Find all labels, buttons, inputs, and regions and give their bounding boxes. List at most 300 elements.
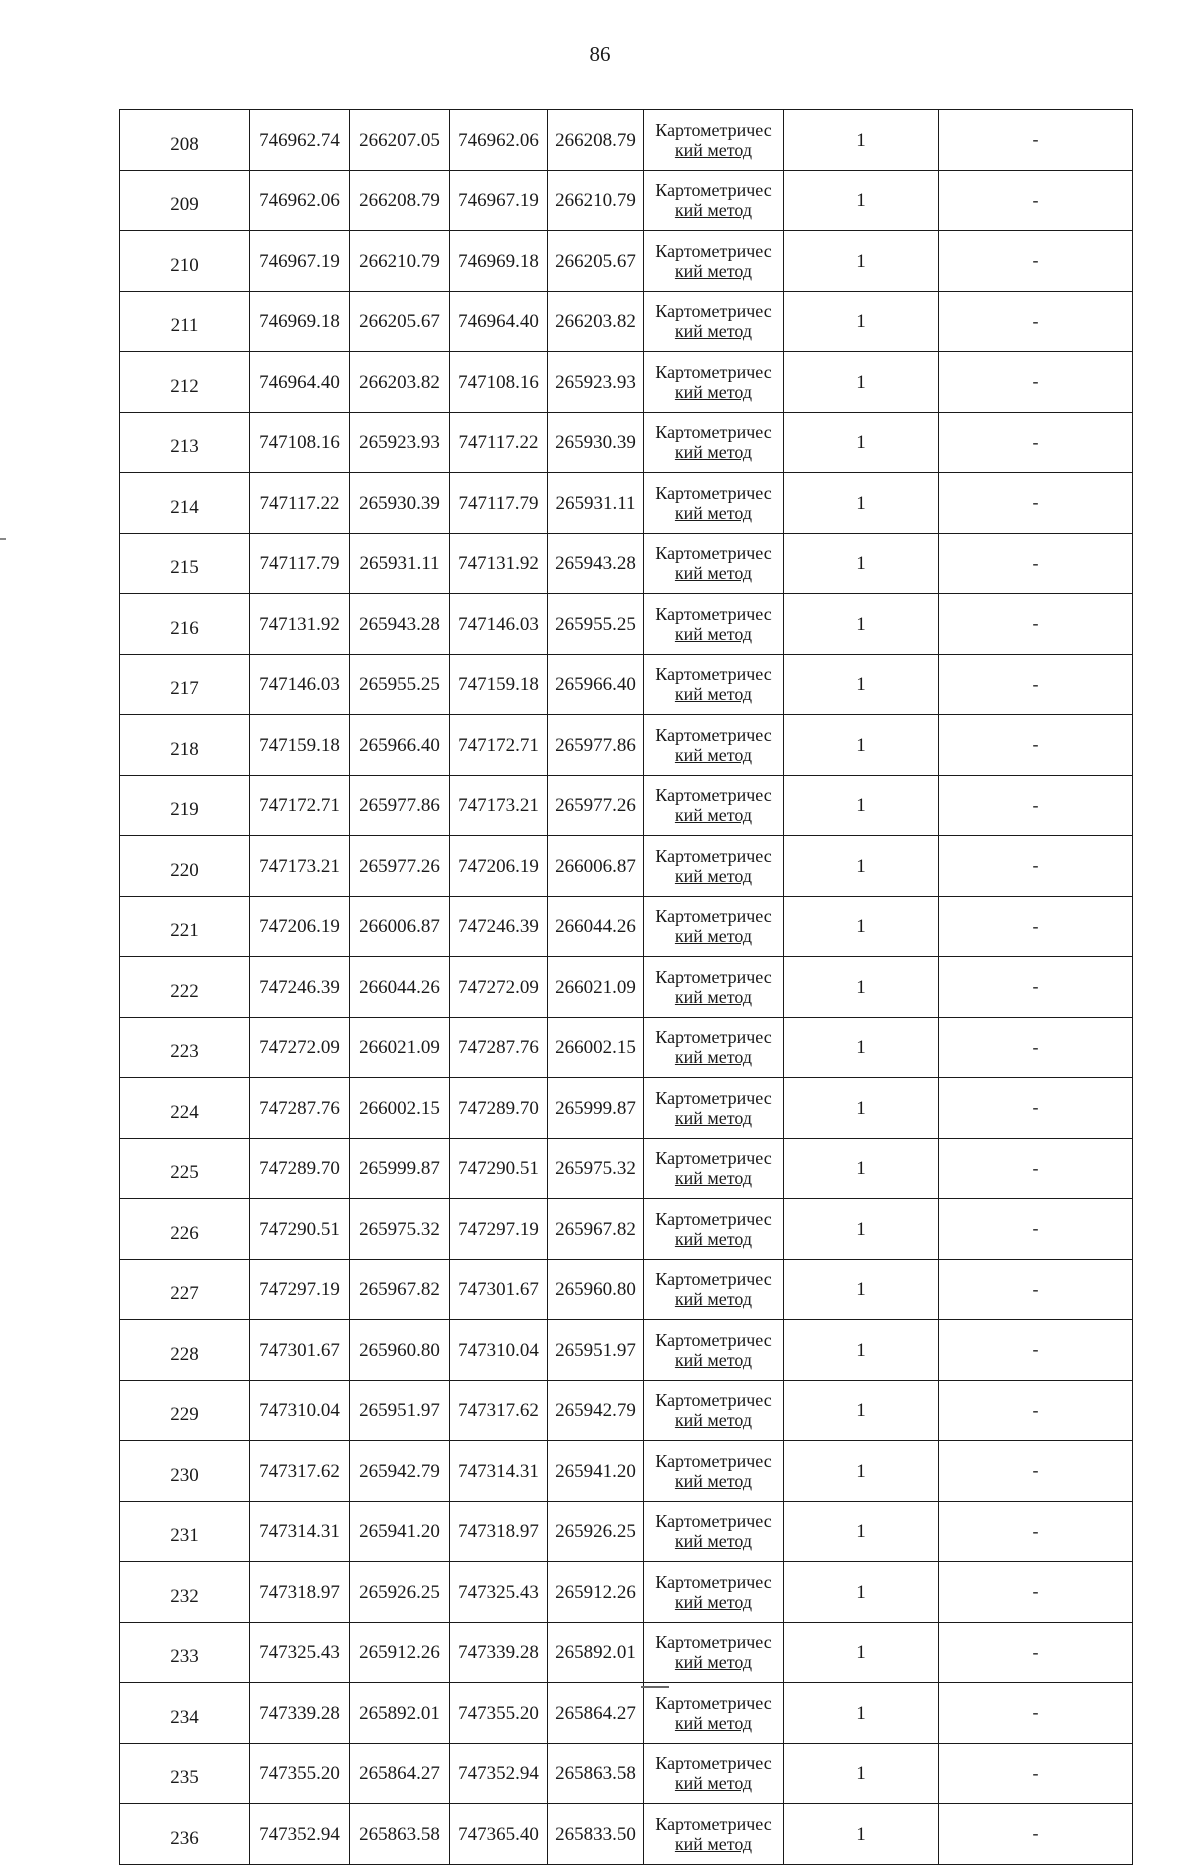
x-start-cell: 747108.16 <box>250 412 350 473</box>
y-start-cell: 266002.15 <box>350 1078 450 1139</box>
point-number-cell: 236 <box>120 1804 250 1865</box>
point-number-cell: 235 <box>120 1743 250 1804</box>
y-end-cell: 265942.79 <box>548 1380 644 1441</box>
method-line-1: Картометричес <box>655 785 772 806</box>
table-row <box>120 1320 1133 1381</box>
method-cell <box>644 957 784 1018</box>
y-end-cell: 266208.79 <box>548 110 644 171</box>
y-end-cell: 265943.28 <box>548 533 644 594</box>
table-row <box>120 1622 1133 1683</box>
method-line-2: кий метод <box>674 865 753 886</box>
method-line-1: Картометричес <box>655 1208 772 1229</box>
method-line-2: кий метод <box>674 321 753 342</box>
method-line-1: Картометричес <box>655 301 772 322</box>
method-line-1: Картометричес <box>655 240 772 261</box>
y-start-cell: 265999.87 <box>350 1138 450 1199</box>
x-start-cell: 746969.18 <box>250 291 350 352</box>
y-start-cell: 265864.27 <box>350 1743 450 1804</box>
y-start-cell: 266208.79 <box>350 170 450 231</box>
method-line-2: кий метод <box>674 1410 753 1431</box>
method-line-1: Картометричес <box>655 1027 772 1048</box>
x-start-cell: 747318.97 <box>250 1562 350 1623</box>
table-row <box>120 594 1133 655</box>
x-end-cell: 747314.31 <box>450 1441 548 1502</box>
method-line-2: кий метод <box>674 1107 753 1128</box>
scan-mark <box>0 538 6 540</box>
accuracy-cell: 1 <box>784 1501 939 1562</box>
point-number-cell: 215 <box>120 533 250 594</box>
method-line-2: кий метод <box>674 1712 753 1733</box>
note-cell: - <box>939 231 1133 292</box>
table-row <box>120 1683 1133 1744</box>
method-cell <box>644 1380 784 1441</box>
accuracy-cell: 1 <box>784 1683 939 1744</box>
y-end-cell: 265975.32 <box>548 1138 644 1199</box>
x-end-cell: 747365.40 <box>450 1804 548 1865</box>
x-start-cell: 746962.06 <box>250 170 350 231</box>
table-row <box>120 654 1133 715</box>
method-cell <box>644 1320 784 1381</box>
note-cell: - <box>939 1320 1133 1381</box>
table-row <box>120 1199 1133 1260</box>
x-start-cell: 747290.51 <box>250 1199 350 1260</box>
point-number-cell: 231 <box>120 1501 250 1562</box>
method-line-2: кий метод <box>674 200 753 221</box>
point-number-cell: 211 <box>120 291 250 352</box>
x-start-cell: 747173.21 <box>250 836 350 897</box>
y-start-cell: 265923.93 <box>350 412 450 473</box>
method-line-1: Картометричес <box>655 543 772 564</box>
table-row <box>120 1562 1133 1623</box>
method-line-1: Картометричес <box>655 1753 772 1774</box>
x-start-cell: 746962.74 <box>250 110 350 171</box>
y-start-cell: 265975.32 <box>350 1199 450 1260</box>
y-end-cell: 265951.97 <box>548 1320 644 1381</box>
x-end-cell: 747172.71 <box>450 715 548 776</box>
y-end-cell: 265892.01 <box>548 1622 644 1683</box>
method-line-1: Картометричес <box>655 180 772 201</box>
method-cell <box>644 1441 784 1502</box>
x-end-cell: 747173.21 <box>450 775 548 836</box>
table-row <box>120 1441 1133 1502</box>
x-start-cell: 747206.19 <box>250 896 350 957</box>
table-row <box>120 110 1133 171</box>
accuracy-cell: 1 <box>784 1320 939 1381</box>
note-cell: - <box>939 594 1133 655</box>
x-start-cell: 747301.67 <box>250 1320 350 1381</box>
point-number-cell: 223 <box>120 1017 250 1078</box>
x-end-cell: 747117.22 <box>450 412 548 473</box>
scan-mark-bottom <box>641 1686 669 1688</box>
method-cell <box>644 291 784 352</box>
method-line-2: кий метод <box>674 381 753 402</box>
accuracy-cell: 1 <box>784 1562 939 1623</box>
x-start-cell: 747117.22 <box>250 473 350 534</box>
method-cell <box>644 1259 784 1320</box>
table-row <box>120 836 1133 897</box>
x-start-cell: 747297.19 <box>250 1259 350 1320</box>
method-cell <box>644 1078 784 1139</box>
note-cell: - <box>939 1138 1133 1199</box>
table-row <box>120 291 1133 352</box>
note-cell: - <box>939 533 1133 594</box>
method-line-2: кий метод <box>674 1470 753 1491</box>
point-number-cell: 224 <box>120 1078 250 1139</box>
x-start-cell: 747289.70 <box>250 1138 350 1199</box>
y-start-cell: 266207.05 <box>350 110 450 171</box>
table-row <box>120 231 1133 292</box>
x-end-cell: 747131.92 <box>450 533 548 594</box>
x-end-cell: 747146.03 <box>450 594 548 655</box>
x-start-cell: 747246.39 <box>250 957 350 1018</box>
method-cell <box>644 654 784 715</box>
point-number-cell: 222 <box>120 957 250 1018</box>
note-cell: - <box>939 1501 1133 1562</box>
point-number-cell: 212 <box>120 352 250 413</box>
y-end-cell: 265931.11 <box>548 473 644 534</box>
y-end-cell: 265864.27 <box>548 1683 644 1744</box>
method-cell <box>644 473 784 534</box>
x-end-cell: 747289.70 <box>450 1078 548 1139</box>
method-line-1: Картометричес <box>655 1329 772 1350</box>
table-row <box>120 775 1133 836</box>
accuracy-cell: 1 <box>784 231 939 292</box>
table-row <box>120 352 1133 413</box>
note-cell: - <box>939 412 1133 473</box>
note-cell: - <box>939 291 1133 352</box>
accuracy-cell: 1 <box>784 110 939 171</box>
method-line-2: кий метод <box>674 1349 753 1370</box>
y-end-cell: 265999.87 <box>548 1078 644 1139</box>
method-line-1: Картометричес <box>655 1632 772 1653</box>
method-line-2: кий метод <box>674 1289 753 1310</box>
y-end-cell: 266210.79 <box>548 170 644 231</box>
x-start-cell: 747159.18 <box>250 715 350 776</box>
method-line-2: кий метод <box>674 260 753 281</box>
method-line-1: Картометричес <box>655 361 772 382</box>
point-number-cell: 233 <box>120 1622 250 1683</box>
x-start-cell: 746964.40 <box>250 352 350 413</box>
accuracy-cell: 1 <box>784 775 939 836</box>
y-end-cell: 265926.25 <box>548 1501 644 1562</box>
x-end-cell: 747325.43 <box>450 1562 548 1623</box>
method-line-1: Картометричес <box>655 664 772 685</box>
y-start-cell: 266006.87 <box>350 896 450 957</box>
method-cell <box>644 1501 784 1562</box>
method-cell <box>644 715 784 776</box>
y-end-cell: 265955.25 <box>548 594 644 655</box>
x-start-cell: 747355.20 <box>250 1743 350 1804</box>
accuracy-cell: 1 <box>784 352 939 413</box>
y-start-cell: 266210.79 <box>350 231 450 292</box>
table-row <box>120 957 1133 1018</box>
table-row <box>120 1017 1133 1078</box>
note-cell: - <box>939 1743 1133 1804</box>
point-number-cell: 230 <box>120 1441 250 1502</box>
note-cell: - <box>939 775 1133 836</box>
method-line-2: кий метод <box>674 684 753 705</box>
y-start-cell: 266021.09 <box>350 1017 450 1078</box>
method-line-1: Картометричес <box>655 906 772 927</box>
method-cell <box>644 1017 784 1078</box>
x-end-cell: 747108.16 <box>450 352 548 413</box>
accuracy-cell: 1 <box>784 1259 939 1320</box>
note-cell: - <box>939 1199 1133 1260</box>
x-start-cell: 747272.09 <box>250 1017 350 1078</box>
method-line-1: Картометричес <box>655 1087 772 1108</box>
x-end-cell: 747272.09 <box>450 957 548 1018</box>
y-end-cell: 265967.82 <box>548 1199 644 1260</box>
note-cell: - <box>939 1259 1133 1320</box>
method-line-1: Картометричес <box>655 845 772 866</box>
accuracy-cell: 1 <box>784 1622 939 1683</box>
method-cell <box>644 412 784 473</box>
table-row <box>120 1743 1133 1804</box>
table-row <box>120 1259 1133 1320</box>
y-start-cell: 265942.79 <box>350 1441 450 1502</box>
accuracy-cell: 1 <box>784 473 939 534</box>
point-number-cell: 229 <box>120 1380 250 1441</box>
table-row <box>120 1078 1133 1139</box>
method-line-1: Картометричес <box>655 1450 772 1471</box>
method-line-2: кий метод <box>674 623 753 644</box>
y-start-cell: 266044.26 <box>350 957 450 1018</box>
x-end-cell: 747297.19 <box>450 1199 548 1260</box>
y-start-cell: 265892.01 <box>350 1683 450 1744</box>
method-line-2: кий метод <box>674 1591 753 1612</box>
point-number-cell: 226 <box>120 1199 250 1260</box>
note-cell: - <box>939 1683 1133 1744</box>
y-start-cell: 265941.20 <box>350 1501 450 1562</box>
point-number-cell: 228 <box>120 1320 250 1381</box>
method-line-2: кий метод <box>674 986 753 1007</box>
note-cell: - <box>939 1017 1133 1078</box>
accuracy-cell: 1 <box>784 291 939 352</box>
point-number-cell: 216 <box>120 594 250 655</box>
accuracy-cell: 1 <box>784 1078 939 1139</box>
method-line-2: кий метод <box>674 139 753 160</box>
x-end-cell: 747117.79 <box>450 473 548 534</box>
point-number-cell: 221 <box>120 896 250 957</box>
method-line-2: кий метод <box>674 1652 753 1673</box>
note-cell: - <box>939 654 1133 715</box>
x-start-cell: 747287.76 <box>250 1078 350 1139</box>
y-end-cell: 265977.86 <box>548 715 644 776</box>
table-row <box>120 1804 1133 1865</box>
x-end-cell: 747206.19 <box>450 836 548 897</box>
note-cell: - <box>939 896 1133 957</box>
method-line-2: кий метод <box>674 442 753 463</box>
coordinates-table <box>119 109 1133 1865</box>
note-cell: - <box>939 1078 1133 1139</box>
method-line-1: Картометричес <box>655 1148 772 1169</box>
table-row <box>120 533 1133 594</box>
y-end-cell: 266002.15 <box>548 1017 644 1078</box>
method-cell <box>644 1138 784 1199</box>
accuracy-cell: 1 <box>784 1804 939 1865</box>
accuracy-cell: 1 <box>784 1199 939 1260</box>
y-start-cell: 265926.25 <box>350 1562 450 1623</box>
x-start-cell: 747314.31 <box>250 1501 350 1562</box>
x-start-cell: 747352.94 <box>250 1804 350 1865</box>
x-end-cell: 747290.51 <box>450 1138 548 1199</box>
x-end-cell: 747318.97 <box>450 1501 548 1562</box>
point-number-cell: 209 <box>120 170 250 231</box>
coordinates-table-wrapper <box>119 109 1132 1865</box>
x-end-cell: 747301.67 <box>450 1259 548 1320</box>
method-cell <box>644 896 784 957</box>
x-start-cell: 746967.19 <box>250 231 350 292</box>
accuracy-cell: 1 <box>784 715 939 776</box>
point-number-cell: 227 <box>120 1259 250 1320</box>
accuracy-cell: 1 <box>784 654 939 715</box>
x-end-cell: 746962.06 <box>450 110 548 171</box>
method-line-2: кий метод <box>674 1773 753 1794</box>
method-line-1: Картометричес <box>655 482 772 503</box>
method-cell <box>644 1743 784 1804</box>
method-cell <box>644 1199 784 1260</box>
table-body <box>120 110 1133 1865</box>
y-end-cell: 265912.26 <box>548 1562 644 1623</box>
x-end-cell: 747159.18 <box>450 654 548 715</box>
x-end-cell: 747310.04 <box>450 1320 548 1381</box>
method-cell <box>644 775 784 836</box>
point-number-cell: 218 <box>120 715 250 776</box>
y-end-cell: 266006.87 <box>548 836 644 897</box>
page-number: 86 <box>589 42 611 66</box>
method-cell <box>644 352 784 413</box>
y-end-cell: 266203.82 <box>548 291 644 352</box>
point-number-cell: 220 <box>120 836 250 897</box>
y-start-cell: 265977.86 <box>350 775 450 836</box>
method-line-1: Картометричес <box>655 724 772 745</box>
point-number-cell: 213 <box>120 412 250 473</box>
x-end-cell: 746964.40 <box>450 291 548 352</box>
accuracy-cell: 1 <box>784 957 939 1018</box>
x-end-cell: 747339.28 <box>450 1622 548 1683</box>
method-cell <box>644 836 784 897</box>
table-row <box>120 170 1133 231</box>
method-line-2: кий метод <box>674 563 753 584</box>
y-start-cell: 265912.26 <box>350 1622 450 1683</box>
method-cell <box>644 533 784 594</box>
y-end-cell: 265930.39 <box>548 412 644 473</box>
accuracy-cell: 1 <box>784 1380 939 1441</box>
table-row <box>120 1138 1133 1199</box>
note-cell: - <box>939 1441 1133 1502</box>
x-start-cell: 747131.92 <box>250 594 350 655</box>
method-line-1: Картометричес <box>655 1571 772 1592</box>
table-row <box>120 1380 1133 1441</box>
y-end-cell: 265941.20 <box>548 1441 644 1502</box>
note-cell: - <box>939 957 1133 1018</box>
note-cell: - <box>939 110 1133 171</box>
y-end-cell: 266044.26 <box>548 896 644 957</box>
method-line-1: Картометричес <box>655 1511 772 1532</box>
method-line-2: кий метод <box>674 1228 753 1249</box>
method-line-2: кий метод <box>674 502 753 523</box>
accuracy-cell: 1 <box>784 896 939 957</box>
x-end-cell: 746967.19 <box>450 170 548 231</box>
method-line-1: Картометричес <box>655 1813 772 1834</box>
y-end-cell: 265923.93 <box>548 352 644 413</box>
note-cell: - <box>939 836 1133 897</box>
x-end-cell: 747355.20 <box>450 1683 548 1744</box>
note-cell: - <box>939 170 1133 231</box>
x-start-cell: 747317.62 <box>250 1441 350 1502</box>
note-cell: - <box>939 352 1133 413</box>
y-end-cell: 265863.58 <box>548 1743 644 1804</box>
table-row <box>120 473 1133 534</box>
x-end-cell: 747352.94 <box>450 1743 548 1804</box>
table-row <box>120 896 1133 957</box>
x-end-cell: 747317.62 <box>450 1380 548 1441</box>
method-cell <box>644 170 784 231</box>
point-number-cell: 225 <box>120 1138 250 1199</box>
method-line-1: Картометричес <box>655 119 772 140</box>
y-start-cell: 265977.26 <box>350 836 450 897</box>
x-start-cell: 747310.04 <box>250 1380 350 1441</box>
accuracy-cell: 1 <box>784 533 939 594</box>
note-cell: - <box>939 1804 1133 1865</box>
x-start-cell: 747146.03 <box>250 654 350 715</box>
note-cell: - <box>939 1622 1133 1683</box>
method-line-1: Картометричес <box>655 966 772 987</box>
method-line-2: кий метод <box>674 1168 753 1189</box>
accuracy-cell: 1 <box>784 1743 939 1804</box>
accuracy-cell: 1 <box>784 836 939 897</box>
accuracy-cell: 1 <box>784 1138 939 1199</box>
method-line-2: кий метод <box>674 1833 753 1854</box>
y-start-cell: 265967.82 <box>350 1259 450 1320</box>
table-row <box>120 715 1133 776</box>
y-end-cell: 265833.50 <box>548 1804 644 1865</box>
y-end-cell: 266021.09 <box>548 957 644 1018</box>
method-line-1: Картометричес <box>655 1692 772 1713</box>
method-cell <box>644 594 784 655</box>
point-number-cell: 217 <box>120 654 250 715</box>
note-cell: - <box>939 1562 1133 1623</box>
y-end-cell: 265966.40 <box>548 654 644 715</box>
y-start-cell: 266205.67 <box>350 291 450 352</box>
y-start-cell: 265951.97 <box>350 1380 450 1441</box>
method-cell <box>644 1562 784 1623</box>
note-cell: - <box>939 473 1133 534</box>
method-line-2: кий метод <box>674 805 753 826</box>
method-line-1: Картометричес <box>655 1269 772 1290</box>
accuracy-cell: 1 <box>784 594 939 655</box>
table-row <box>120 412 1133 473</box>
method-line-2: кий метод <box>674 926 753 947</box>
x-end-cell: 746969.18 <box>450 231 548 292</box>
x-start-cell: 747117.79 <box>250 533 350 594</box>
point-number-cell: 232 <box>120 1562 250 1623</box>
y-start-cell: 265943.28 <box>350 594 450 655</box>
x-start-cell: 747339.28 <box>250 1683 350 1744</box>
y-end-cell: 266205.67 <box>548 231 644 292</box>
y-start-cell: 266203.82 <box>350 352 450 413</box>
method-line-2: кий метод <box>674 744 753 765</box>
method-line-2: кий метод <box>674 1531 753 1552</box>
x-end-cell: 747287.76 <box>450 1017 548 1078</box>
note-cell: - <box>939 1380 1133 1441</box>
point-number-cell: 208 <box>120 110 250 171</box>
y-start-cell: 265930.39 <box>350 473 450 534</box>
method-cell <box>644 231 784 292</box>
table-row <box>120 1501 1133 1562</box>
y-end-cell: 265977.26 <box>548 775 644 836</box>
x-start-cell: 747172.71 <box>250 775 350 836</box>
